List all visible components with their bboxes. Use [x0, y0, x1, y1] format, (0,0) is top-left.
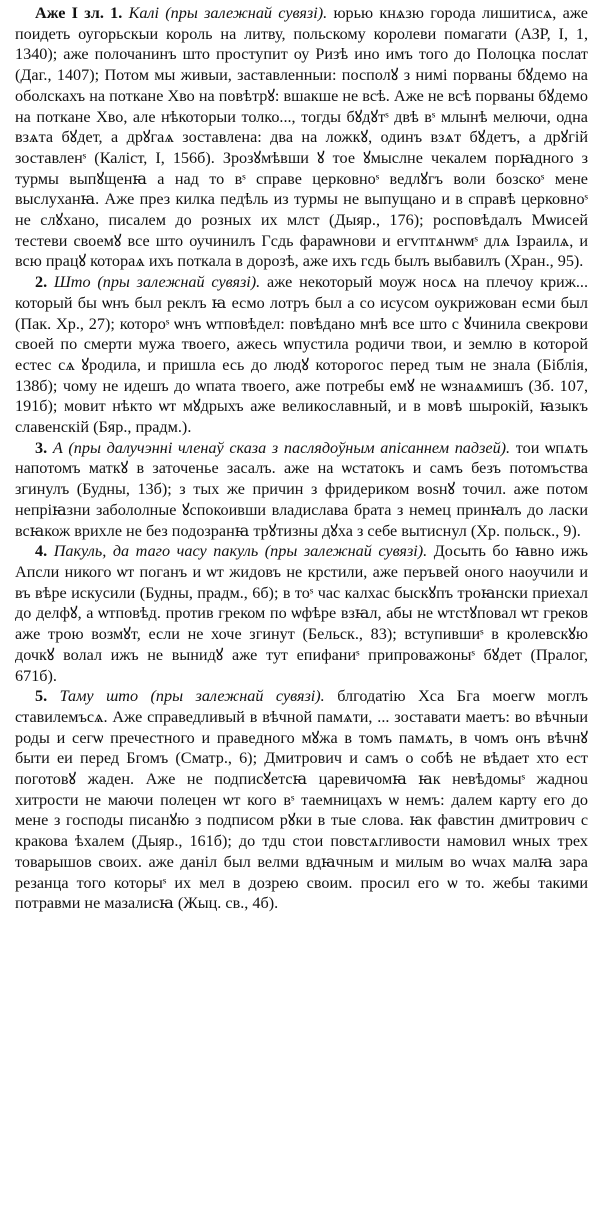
entry-sense-3 [15, 438, 588, 542]
entry-gloss: Што (пры залежнай сувязі). [53, 273, 261, 292]
entry-sense-5 [15, 686, 588, 914]
entry-sense-2 [15, 272, 588, 438]
entry-gloss: Таму што (пры залежнай сувязі). [59, 687, 325, 706]
entry-body: аже некоторый моуж носѧ на плечоу криж... который бы ѡнъ был реклъ ꙗ есмо лотръ был а со исусом оукрижован есми был (Пак. Хр., 27); которoˢ ѡнъ ѡтповѣдел: повѣдано мнѣ все што с ꙋчинила свекрови своей по смерти мужа твоего, ажесь ѡпустила родичи твои, и землю в которой естес сѧ ꙋродила, и пришла есь до людꙋ которогос перед тым не знала (Біблія, 138б); чому не идешъ до ѡпата твоего, аже потребы емꙋ не ѡзнаѧмишъ (Зб. 107, 191б); мовит нѣкто ѡт мꙋдрыхъ аже великославный, и в мовѣ шырокій, ꙗзыкъ славенскій (Бяр., прадм.). [15, 273, 589, 437]
entry-gloss: Пакуль, да таго часу пакуль (пры залежнай сувязі). [53, 542, 428, 561]
sense-number: 2. [35, 273, 48, 292]
entry-body: юрью кнѧзю города лишитисѧ, аже поидеть оугорьскыи король на литву, польскому королеви помагати (АЗР, I, 1, 1340); аже полочанинъ што проступит оу Ризѣ ино имъ того до Полоцка послат (Даг., 1407); Потом мы живыи, заставленныи: посполꙋ з нимі порваны бꙋдемо на оболскахъ на поткане Хво на повѣтрꙋ: вшакше не всѣ. Аже не всѣ порваны бꙋдемо на поткане Хво, але нѣкоторыи толко..., тогды бꙋдꙋтˢ двѣ вˢ млынѣ мелючи, одна взѧта бꙋдет, а дрꙋгаѧ зоставлена: два на ложкꙋ, одинъ взѧт бꙋдетъ, а дрꙋгій зоставленˢ (Каліст, І, 156б). Зрозꙋмѣвши ꙋ тое ꙋмыслне чекалем порꙗдного з турмы выпꙋщенꙗ а над то вˢ справе церковноˢ ведлꙋгъ воли бозскоˢ мене выслуханꙗ. Аже през килка педѣль из турмы не выпущано и в справѣ церковноˢ не слꙋхано, писалем до розных их млст (Дыяр., 176); росповѣдалъ Мѡисей тестеви своемꙋ все што оучинилъ Гсдь фараѡнови и егѵптѧнѡмˢ длѧ Ізраилѧ, и всю працꙋ котораѧ ихъ поткала в дорозѣ, аже ихъ гсдь былъ выбавилъ (Хран., 95). [15, 4, 588, 271]
entry-headword: Аже І зл. 1. [35, 4, 123, 22]
entry-body: тои ѡпѧть напотомъ маткꙋ в заточенье засалъ. аже на ѡстатокъ и самъ безъ потомъства згинулъ (Будны, 13б); з тых же причин з фридериком воѕнꙋ точил. аже потом непріꙗзни забололные ꙋспокоивши владислава брата з немец принꙗлъ до ласки всꙗкож врихле не без подозранꙗ трꙋтизны дꙋха з себе вытиснул (Хр. польск., 9). [15, 438, 589, 540]
sense-number: 3. [35, 438, 48, 457]
entry-sense-4 [15, 541, 588, 686]
entry-sense-1 [15, 3, 588, 272]
sense-number: 5. [35, 687, 48, 706]
entry-body: Досыть бо ꙗвно ижь Апсли никого ѡт поганъ и ѡт жидовъ не крстили, аже перъвей оного наоучили и въ вѣре искусили (Будны, прадм., 6б); в тоˢ час калхас быскꙋпъ троꙗнски приехал до делфꙋ, а ѡтповѣд. против греком по ѡфѣре взꙗл, абы не ѡтстꙋповал ѡт греков аже трою возмꙋт, если не хоче згинут (Бельск., 83); вступившиˢ в кролевскꙋю дочкꙋ волал ижъ не вынидꙋ аже тут епифаниˢ припроважоныˢ бꙋдет (Пралог, 671б). [15, 542, 589, 685]
entry-gloss: А (пры далучэнні членаў сказа з паслядоўным апісаннем падзей). [52, 438, 511, 457]
entry-gloss: Калі (пры залежнай сувязі). [128, 4, 328, 22]
entry-body: блгодатію Хса Бга моегѡ моглъ ставилемъсѧ. Аже справедливый в вѣчной памѧти, ... зоставати маетъ: во вѣчныи роды и сегѡ пречестного и праведного мꙋжа в томъ памѧть, в чомъ онъ вѣчнꙋ быти еи перед Бгомъ (Сматр., 6); Дмитрович и самъ о собѣ не вѣдает хто ест поготовꙋ жаден. Аже не подписꙋетсꙗ царевичомꙗ ꙗк невѣдомыˢ жадноu хитрости не маючи полецен ѡт кого вˢ таемницахъ ѡ немъ: далем карту его до мене з господы писанꙋю з подписом рꙋки в тые слова. ꙗк фавстин дмитрович с кракова ѣхалем (Дыяр., 161б); до тдu стои повстѧгливости намовил ѡных трех товарышов своих. аже даніл был велми вдꙗчным и милым во ѡчах малꙗ зара резанца того которыˢ их мел в дозрею своим. просил его ѡ то. жебы такими потравми не мазалисꙗ (Жыц. св., 4б). [15, 687, 589, 913]
sense-number: 4. [35, 542, 48, 561]
